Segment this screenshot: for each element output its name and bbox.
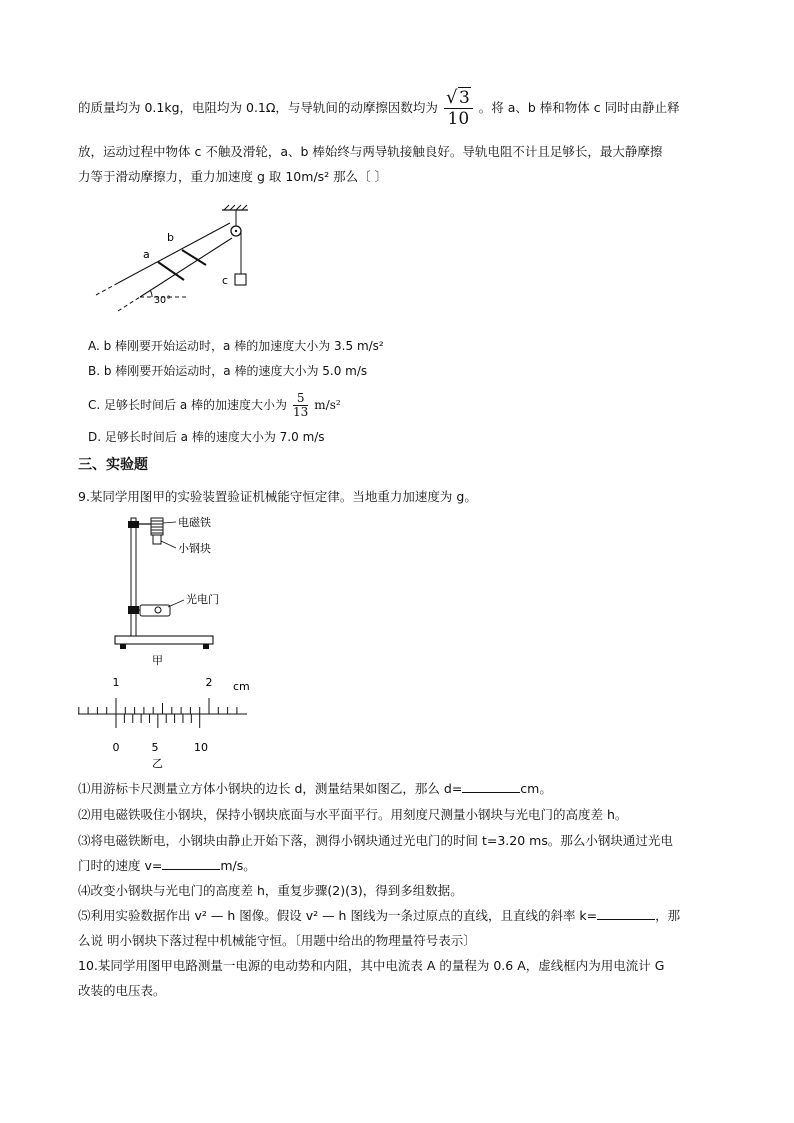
option-c-text: C. 足够长时间后 a 棒的加速度大小为 (88, 398, 287, 412)
q8-line1-pre: 的质量均为 0.1kg，电阻均为 0.1Ω，与导轨间的动摩擦因数均为 (78, 100, 438, 115)
mu-denominator: 10 (447, 109, 470, 129)
label-photogate: 光电门 (186, 593, 219, 606)
caption-yi: 乙 (152, 757, 163, 770)
q8-line2: 放，运动过程中物体 c 不触及滑轮，a、b 棒始终与两导轨接触良好。导轨电阻不计且足够长，最大静摩擦 (78, 144, 663, 159)
q9-step5-line1 (78, 907, 680, 925)
q9-step3-line1: ⑶将电磁铁断电，小钢块由静止开始下落，测得小钢块通过光电门的时间 t=3.20 ms。那么小钢块通过光电 (78, 833, 673, 848)
label-b: b (167, 231, 174, 244)
vernier-label-5: 5 (151, 741, 159, 754)
vernier-label-0: 0 (112, 741, 120, 754)
q9-step1-text: ⑴用游标卡尺测量立方体小钢块的边长 d，测量结果如图乙，那么 d= (78, 781, 463, 796)
q9-step3-unit: m/s。 (220, 858, 256, 873)
option-c-unit: m/s² (314, 398, 341, 412)
main-label-2: 2 (205, 676, 213, 689)
section-title: 三、实验题 (78, 457, 148, 473)
q8-line3: 力等于滑动摩擦力，重力加速度 g 取 10m/s² 那么〔 〕 (78, 169, 388, 184)
option-c-num: 5 (293, 392, 308, 406)
main-scale-ticks (79, 698, 237, 714)
option-a: A. b 棒刚要开始运动时，a 棒的加速度大小为 3.5 m/s² (88, 339, 384, 353)
q9-step4: ⑷改变小钢块与光电门的高度差 h，重复步骤(2)(3)，得到多组数据。 (78, 883, 463, 898)
label-c: c (222, 274, 229, 287)
answer-blank-k[interactable] (597, 907, 655, 920)
q10-line2: 改装的电压表。 (78, 983, 166, 998)
angle-label: 30° (154, 295, 171, 306)
label-steel-block: 小钢块 (178, 542, 211, 555)
q9-step5-tail: ，那 (655, 908, 681, 923)
q9-step5-text: ⑸利用实验数据作出 v² — h 图像。假设 v² — h 图线为一条过原点的直线，且直线的斜率 k= (78, 908, 598, 923)
option-c-den: 13 (293, 405, 309, 419)
vernier-label-10: 10 (194, 741, 208, 754)
mu-numerator: 3 (458, 88, 470, 108)
friction-coefficient-fraction: √ 3 10 (444, 88, 473, 129)
main-label-1: 1 (112, 676, 120, 689)
q10-line1: 10.某同学用图甲电路测量一电源的电动势和内阻，其中电流表 A 的量程为 0.6 A，虚线框内为用电流计 G (78, 958, 665, 973)
caption-jia: 甲 (152, 654, 163, 667)
q9-step3-line2 (78, 857, 256, 875)
unit-label: cm (233, 680, 250, 693)
q9-step5-line2: 么说 明小钢块下落过程中机械能守恒。〔用题中给出的物理量符号表示〕 (78, 933, 476, 948)
vernier-scale-ticks (116, 714, 200, 728)
q9-step1-unit: cm。 (520, 781, 552, 796)
option-b: B. b 棒刚要开始运动时，a 棒的速度大小为 5.0 m/s (88, 364, 368, 378)
answer-blank-d[interactable] (462, 780, 520, 793)
vernier-scale (78, 698, 247, 728)
q8-line1-post: 。将 a、b 棒和物体 c 同时由静止释 (478, 100, 680, 115)
option-d: D. 足够长时间后 a 棒的速度大小为 7.0 m/s (88, 430, 325, 444)
answer-blank-v[interactable] (162, 857, 220, 870)
q9-step3-text: 门时的速度 v= (78, 858, 163, 873)
q9-step1 (78, 780, 552, 798)
q9-step2: ⑵用电磁铁吸住小钢块，保持小钢块底面与水平面平行。用刻度尺测量小钢块与光电门的高度差 h。 (78, 807, 628, 822)
label-electromagnet: 电磁铁 (178, 516, 211, 529)
q9-stem: 9.某同学用图甲的实验装置验证机械能守恒定律。当地重力加速度为 g。 (78, 489, 477, 504)
label-a: a (143, 248, 150, 261)
